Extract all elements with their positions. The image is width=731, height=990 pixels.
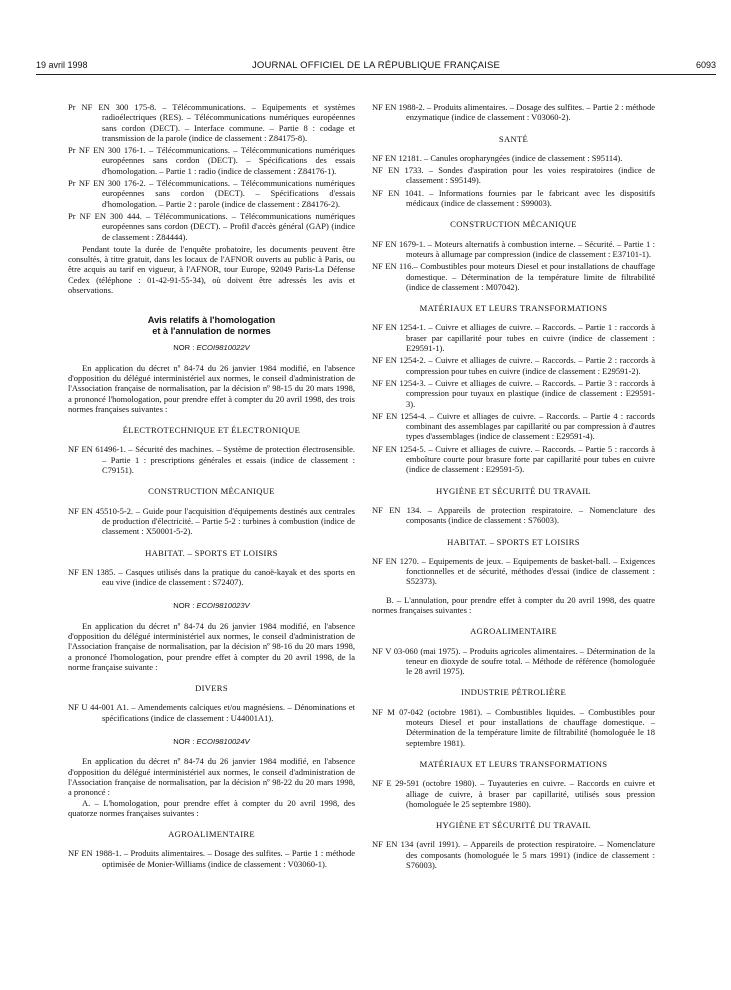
norm-entry: NF V 03-060 (mai 1975). – Produits agricoles alimentaires. – Détermination de la teneur en dioxyde de soufre total. – Méthode de référence (homologuée le 28 avril 1975). xyxy=(372,645,655,677)
norm-entry: NF EN 1679-1. – Moteurs alternatifs à combustion interne. – Sécurité. – Partie 1 : moteurs à allumage par compression (indice de classement : E37101-1). xyxy=(372,238,655,259)
nor-reference xyxy=(68,343,355,353)
nor-label: NOR : xyxy=(173,601,197,611)
norm-entry: NF EN 61496-1. – Sécurité des machines. – Système de protection électrosensible. – Partie 1 : prescriptions générales et essais (indice de classement : C79151). xyxy=(68,444,355,476)
consultation-paragraph: Pendant toute la durée de l'enquête probatoire, les documents peuvent être consultés, à titre gratuit, dans les locaux de l'AFNOR ouverts au public à Paris, ou être acquis au tarif en vigueur, à l'AFNOR, tour Europe, 92049 Paris-La Défense Cedex (téléphone : 01-42-91-55-34), où doivent être adressés les avis et observations. xyxy=(68,243,355,296)
norm-entry: NF EN 134 (avril 1991). – Appareils de protection respiratoire. – Nomenclature des composants (homologuée le 5 mars 1991) (indice de classement : S76003). xyxy=(372,839,655,871)
application-paragraph: En application du décret nº 84-74 du 26 janvier 1984 modifié, en l'absence d'opposition du délégué interministériel aux normes, le conseil d'administration de l'Association française de normalisation, par la décision nº 98-22 du 20 mars 1998, a prononcé : xyxy=(68,756,355,798)
nor-code: ECOI9810024V xyxy=(196,737,250,747)
section-heading: HABITAT. – SPORTS ET LOISIRS xyxy=(447,536,580,547)
section-heading: HYGIÈNE ET SÉCURITÉ DU TRAVAIL xyxy=(436,485,591,496)
norm-entry: NF EN 134. – Appareils de protection respiratoire. – Nomenclature des composants (indice de classement : S76003). xyxy=(372,504,655,526)
header-rule xyxy=(36,74,716,75)
section-heading: AGROALIMENTAIRE xyxy=(168,829,255,840)
norm-entry: NF EN 1988-2. – Produits alimentaires. – Dosage des sulfites. – Partie 2 : méthode enzymatique (indice de classement : V03060-2). xyxy=(372,102,655,123)
nor-label: NOR : xyxy=(173,343,197,353)
norm-entry: NF EN 1988-1. – Produits alimentaires. – Dosage des sulfites. – Partie 1 : méthode optimisée de Monier-Williams (indice de classement : V03060-1). xyxy=(68,848,355,869)
norm-entry: NF EN 45510-5-2. – Guide pour l'acquisition d'équipements destinés aux centrales de production d'électricité. – Partie 5-2 : turbines à combustion (indice de classement : X50001-5-2). xyxy=(68,505,355,537)
application-paragraph: En application du décret nº 84-74 du 26 janvier 1984 modifié, en l'absence d'opposition du délégué interministériel aux normes, le conseil d'administration de l'Association française de normalisation, par la décision nº 98-15 du 20 mars 1998, a prononcé l'homologation, pour prendre effet à compter du 20 avril 1998, des trois normes françaises suivantes : xyxy=(68,362,355,414)
avis-heading-line-2: et à l'annulation de normes xyxy=(152,326,271,337)
norm-entry: NF EN 1733. – Sondes d'aspiration pour les voies respiratoires (indice de classement : S95149). xyxy=(372,165,655,186)
nor-code: ECOI9810023V xyxy=(196,601,250,611)
section-heading: INDUSTRIE PÉTROLIÈRE xyxy=(460,687,567,698)
section-heading: HABITAT. – SPORTS ET LOISIRS xyxy=(145,547,278,558)
section-heading: AGROALIMENTAIRE xyxy=(470,626,557,637)
homologation-paragraph: A. – L'homologation, pour prendre effet à compter du 20 avril 1998, des quatorze normes françaises suivantes : xyxy=(68,797,355,818)
avis-heading xyxy=(68,315,355,337)
left-column xyxy=(68,102,355,871)
section-heading: MATÉRIAUX ET LEURS TRANSFORMATIONS xyxy=(419,758,608,769)
nor-reference xyxy=(68,737,355,747)
section-heading: CONSTRUCTION MÉCANIQUE xyxy=(450,219,577,230)
nor-label: NOR : xyxy=(173,737,197,747)
section-heading: ÉLECTROTECHNIQUE ET ÉLECTRONIQUE xyxy=(122,425,301,436)
norm-entry: NF EN 1254-1. – Cuivre et alliages de cuivre. – Raccords. – Partie 1 : raccords à braser par capillarité pour tubes en cuivre (indice de classement : E29591-1). xyxy=(372,322,655,354)
norm-entry: NF EN 1385. – Casques utilisés dans la pratique du canoë-kayak et des sports en eau vive (indice de classement : S72407). xyxy=(68,566,355,588)
norm-entry: NF EN 1270. – Equipements de jeux. – Equipements de basket-ball. – Exigences fonctionnelles et de sécurité, méthodes d'essai (indice de classement : S52373). xyxy=(372,555,655,587)
norm-entry: NF EN 1041. – Informations fournies par le fabricant avec les dispositifs médicaux (indice de classement : S99003). xyxy=(372,187,655,209)
norm-entry: NF EN 1254-4. – Cuivre et alliages de cuivre. – Raccords. – Partie 4 : raccords combinant des assemblages par capillarité ou par compression à d'autres types d'assemblages (indice de classement : E29591-4). xyxy=(372,410,655,442)
norm-entry: NF EN 1254-2. – Cuivre et alliages de cuivre. – Raccords. – Partie 2 : raccords à compression pour tubes en cuivre (indice de classement : E29591-2). xyxy=(372,355,655,376)
application-paragraph: En application du décret nº 84-74 du 26 janvier 1984 modifié, en l'absence d'opposition du délégué interministériel aux normes, le conseil d'administration de l'Association française de normalisation, par la décision nº 98-16 du 20 mars 1998, a prononcé l'homologation, pour prendre effet à compter du 20 avril 1998, de la norme française suivante : xyxy=(68,620,355,672)
norm-entry: NF U 44-001 A1. – Amendements calciques et/ou magnésiens. – Dénominations et spécifications (indice de classement : U44001A1). xyxy=(68,702,355,723)
section-heading: HYGIÈNE ET SÉCURITÉ DU TRAVAIL xyxy=(436,820,591,831)
section-heading: SANTÉ xyxy=(498,133,529,144)
nor-code: ECOI9810022V xyxy=(196,343,250,353)
page-number: 6093 xyxy=(695,60,716,70)
section-heading: DIVERS xyxy=(195,683,228,694)
norm-entry: NF EN 1254-3. – Cuivre et alliages de cuivre. – Raccords. – Partie 3 : raccords à compression pour tuyaux en plastique (indice de classement : E29591-3). xyxy=(372,377,655,409)
page-header xyxy=(36,60,716,74)
norm-entry: Pr NF EN 300 176-2. – Télécommunications. – Télécommunications numériques européennes sans cordon (DECT). – Spécifications d'essais d'homologation. – Partie 2 : parole (indice de classement : Z84176-2). xyxy=(68,178,355,209)
norm-entry: Pr NF EN 300 176-1. – Télécommunications. – Télécommunications numériques européennes sans cordon (DECT). – Spécifications des essais d'homologation. – Partie 1 : radio (indice de classement : Z84176-1). xyxy=(68,145,355,176)
annulation-paragraph: B. – L'annulation, pour prendre effet à compter du 20 avril 1998, des quatre normes françaises suivantes : xyxy=(372,594,655,615)
norm-entry: NF EN 12181. – Canules oropharyngées (indice de classement : S95114). xyxy=(372,152,623,163)
norm-entry: NF E 29-591 (octobre 1980). – Tuyauteries en cuivre. – Raccords en cuivre et alliage de cuivre, à braser par capillarité, utilisés sous pression (homologuée le 25 septembre 1980). xyxy=(372,778,655,809)
issue-date: 19 avril 1998 xyxy=(36,60,88,70)
norm-entry: NF EN 116.– Combustibles pour moteurs Diesel et pour installations de chauffage domestique. – Détermination de la température limite de filtrabilité (indice de classement : M07042). xyxy=(372,261,655,292)
norm-entry: Pr NF EN 300 175-8. – Télécommunications. – Equipements et systèmes radioélectriques (RES). – Télécommunications numériques européennes sans cordon (DECT). – Interface commune. – Partie 8 : codage et transmission de la parole (indice de classement : Z84175-8). xyxy=(68,102,355,143)
avis-heading-line-1: Avis relatifs à l'homologation xyxy=(147,315,276,326)
journal-title: JOURNAL OFFICIEL DE LA RÉPUBLIQUE FRANÇAISE xyxy=(251,60,501,71)
norm-entry: NF EN 1254-5. – Cuivre et alliages de cuivre. – Raccords. – Partie 5 : raccords à emboîture courte pour brasure forte par capillarité pour tubes en cuivre (indice de classement : E29591-5). xyxy=(372,443,655,475)
norm-entry: Pr NF EN 300 444. – Télécommunications. – Télécommunications numériques européennes sans cordon (DECT). – Profil d'accès général (GAP) (indice de classement : Z84444). xyxy=(68,210,355,242)
norm-entry: NF M 07-042 (octobre 1981). – Combustibles liquides. – Combustibles pour moteurs Diesel et pour installations de chauffage domestique. – Détermination de la température limite de filtrabilité (homologuée le 18 septembre 1981). xyxy=(372,706,655,748)
right-column xyxy=(372,102,655,872)
nor-reference xyxy=(68,601,355,611)
section-heading: CONSTRUCTION MÉCANIQUE xyxy=(148,486,275,497)
section-heading: MATÉRIAUX ET LEURS TRANSFORMATIONS xyxy=(419,303,608,314)
